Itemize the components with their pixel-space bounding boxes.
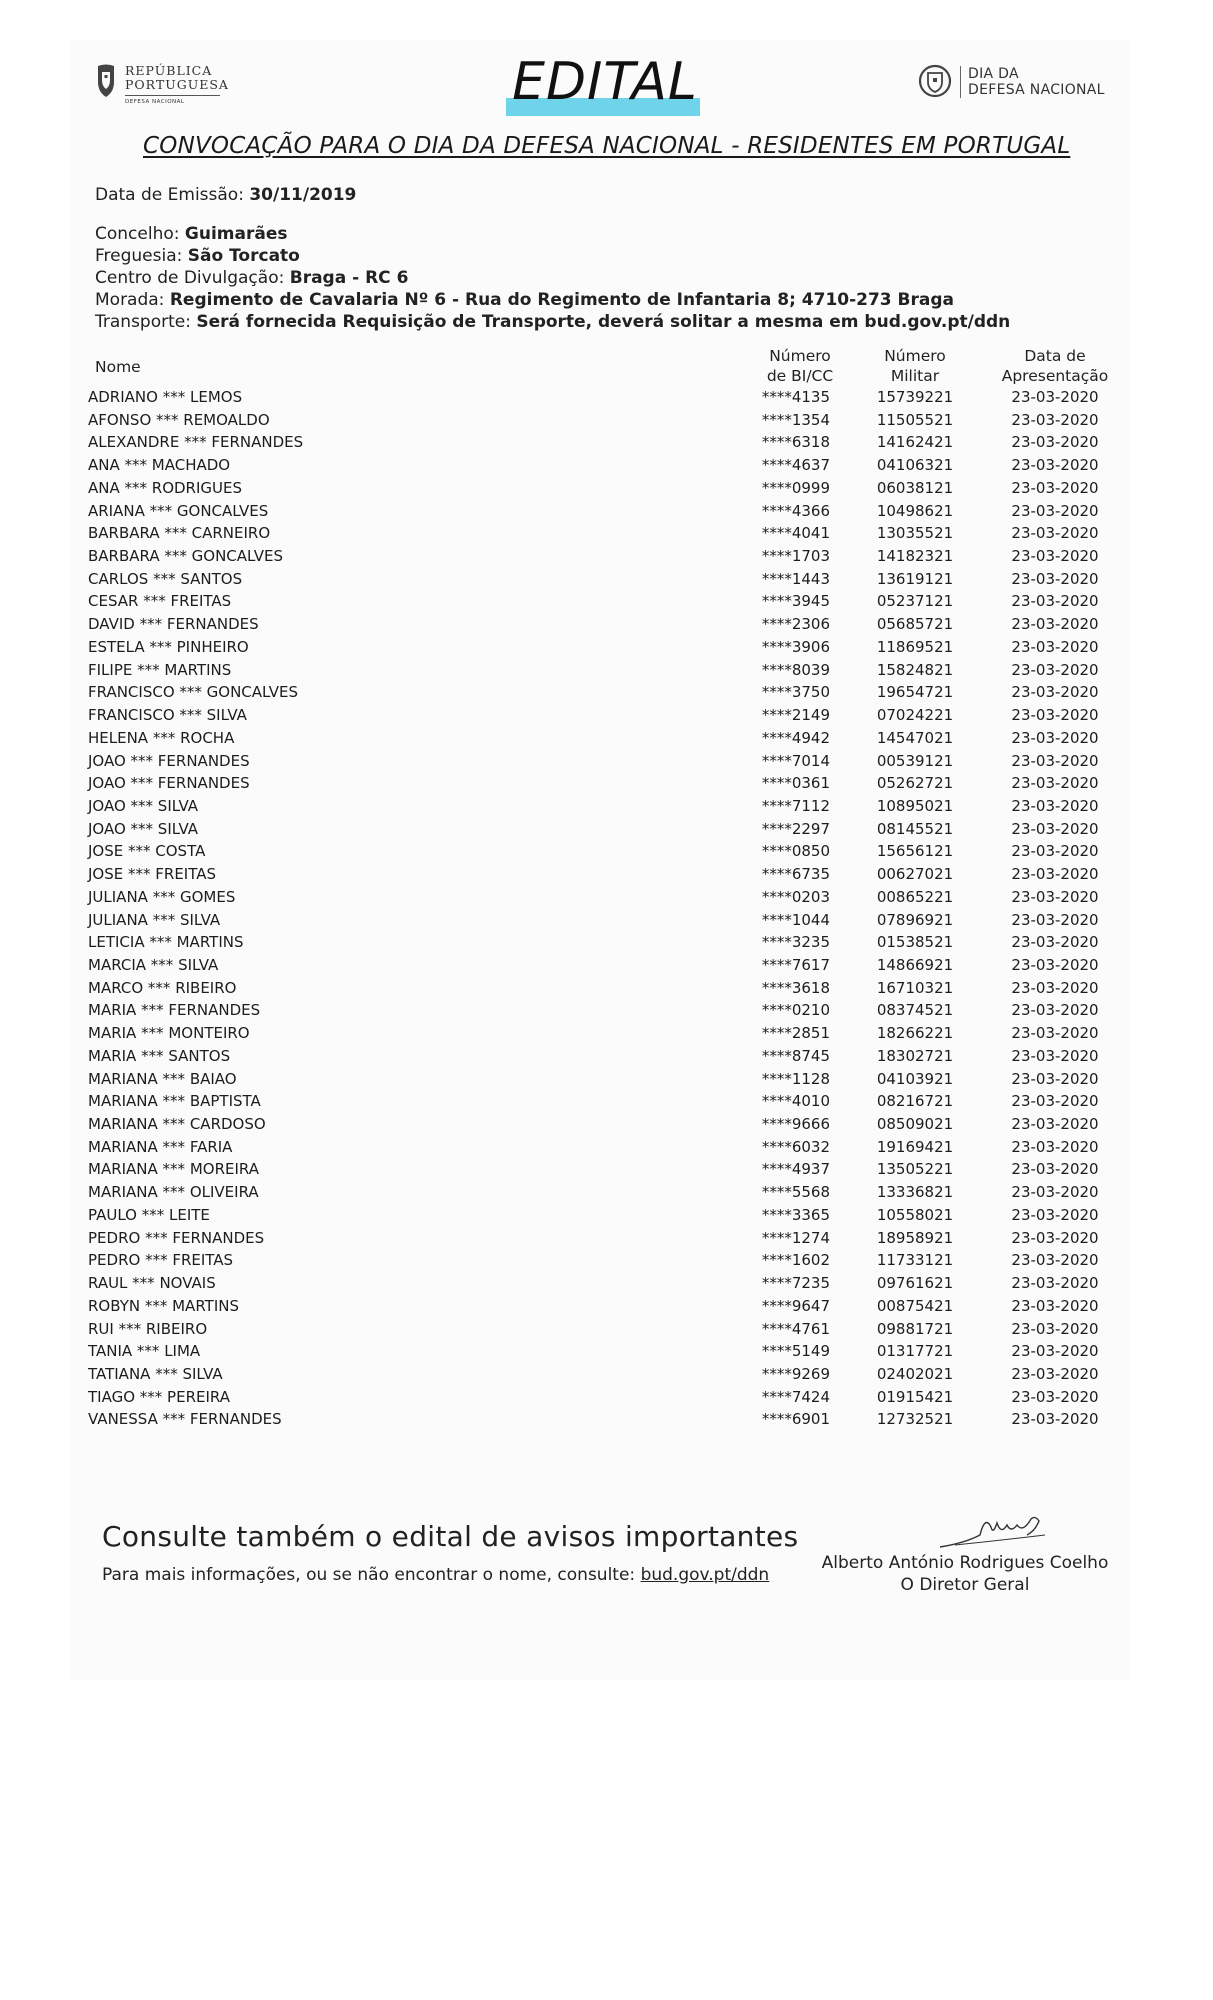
cell-date: 23-03-2020 xyxy=(1011,978,1099,997)
centro-label: Centro de Divulgação: xyxy=(95,268,285,288)
cell-bi-cc: ****1044 xyxy=(761,910,830,929)
cell-date: 23-03-2020 xyxy=(1011,569,1099,588)
cell-date: 23-03-2020 xyxy=(1011,774,1099,793)
cell-military-number: 15739221 xyxy=(876,388,954,406)
cell-military-number: 10558021 xyxy=(876,1205,954,1224)
cell-name: ARIANA *** GONCALVES xyxy=(88,501,269,520)
cell-military-number: 06038121 xyxy=(876,478,954,497)
cell-military-number: 15656121 xyxy=(876,842,954,861)
logo-line-1: REPÚBLICA xyxy=(125,63,213,78)
cell-name: FRANCISCO *** GONCALVES xyxy=(88,683,299,702)
cell-bi-cc: ****6318 xyxy=(761,433,830,452)
cell-military-number: 19169421 xyxy=(876,1137,954,1156)
logo-right-line-2: DEFESA NACIONAL xyxy=(968,82,1105,98)
cell-name: MARCIA *** SILVA xyxy=(88,956,219,974)
cell-date: 23-03-2020 xyxy=(1011,456,1099,475)
cell-name: MARIANA *** MOREIRA xyxy=(88,1160,259,1179)
header-bi-line-2: de BI/CC xyxy=(766,367,834,385)
header-military-line-1: Número xyxy=(884,347,946,365)
morada-label: Morada: xyxy=(95,290,165,310)
cell-military-number: 13336821 xyxy=(876,1183,954,1202)
cell-military-number: 10895021 xyxy=(876,796,954,815)
cell-name: MARIANA *** CARDOSO xyxy=(88,1115,266,1134)
cell-date: 23-03-2020 xyxy=(1011,1387,1099,1406)
cell-bi-cc: ****9666 xyxy=(761,1115,830,1134)
cell-name: ANA *** RODRIGUES xyxy=(88,478,243,497)
freguesia-value: São Torcato xyxy=(187,246,300,266)
cell-military-number: 08509021 xyxy=(876,1115,954,1134)
cell-bi-cc: ****6735 xyxy=(761,865,830,884)
cell-bi-cc: ****9647 xyxy=(761,1296,830,1315)
cell-bi-cc: ****2306 xyxy=(761,615,830,634)
cell-date: 23-03-2020 xyxy=(1011,1160,1099,1179)
cell-name: PEDRO *** FERNANDES xyxy=(88,1228,265,1247)
cell-date: 23-03-2020 xyxy=(1011,1205,1099,1224)
cell-name: PEDRO *** FREITAS xyxy=(88,1251,234,1270)
cell-military-number: 11869521 xyxy=(876,637,954,656)
bud-link[interactable]: bud.gov.pt/ddn xyxy=(640,1565,770,1585)
cell-military-number: 09881721 xyxy=(876,1319,954,1338)
cell-bi-cc: ****7014 xyxy=(761,751,830,770)
logo-line-2: PORTUGUESA xyxy=(125,77,229,92)
cell-bi-cc: ****7424 xyxy=(761,1387,830,1406)
transporte xyxy=(95,312,1010,332)
cell-name: RAUL *** NOVAIS xyxy=(88,1274,216,1293)
cell-name: BARBARA *** GONCALVES xyxy=(88,547,283,566)
cell-date: 23-03-2020 xyxy=(1011,1410,1099,1429)
cell-military-number: 14162421 xyxy=(876,433,954,452)
header-military xyxy=(865,346,965,386)
cell-bi-cc: ****8745 xyxy=(761,1046,830,1065)
header-military-line-2: Militar xyxy=(890,367,940,385)
cell-name: HELENA *** ROCHA xyxy=(88,728,235,747)
cell-military-number: 13505221 xyxy=(876,1160,954,1179)
cell-bi-cc: ****4010 xyxy=(761,1092,830,1111)
cell-military-number: 02402021 xyxy=(876,1364,954,1383)
cell-bi-cc: ****0210 xyxy=(761,1001,830,1020)
cell-bi-cc: ****1602 xyxy=(761,1251,830,1270)
morada xyxy=(95,290,954,310)
cell-date: 23-03-2020 xyxy=(1011,1296,1099,1315)
cell-name: ALEXANDRE *** FERNANDES xyxy=(88,433,304,452)
cell-date: 23-03-2020 xyxy=(1011,1046,1099,1065)
seal-icon xyxy=(918,64,952,98)
cell-bi-cc: ****0361 xyxy=(761,774,830,793)
cell-military-number: 14866921 xyxy=(876,956,954,974)
cell-name: MARIA *** MONTEIRO xyxy=(88,1024,250,1043)
cell-bi-cc: ****9269 xyxy=(761,1364,830,1383)
cell-name: AFONSO *** REMOALDO xyxy=(88,410,270,429)
cell-name: TATIANA *** SILVA xyxy=(88,1364,223,1383)
cell-date: 23-03-2020 xyxy=(1011,1228,1099,1247)
logo-line-3: DEFESA NACIONAL xyxy=(125,99,185,105)
cell-name: ADRIANO *** LEMOS xyxy=(88,388,243,406)
cell-bi-cc: ****3906 xyxy=(761,637,830,656)
cell-military-number: 18266221 xyxy=(876,1024,954,1043)
cell-name: CARLOS *** SANTOS xyxy=(88,569,243,588)
cell-name: JOAO *** SILVA xyxy=(88,796,199,815)
header-bi xyxy=(750,346,850,386)
centro-divulgacao xyxy=(95,268,408,288)
cell-bi-cc: ****1128 xyxy=(761,1069,830,1088)
cell-date: 23-03-2020 xyxy=(1011,1274,1099,1293)
cell-military-number: 04106321 xyxy=(876,456,954,475)
cell-date: 23-03-2020 xyxy=(1011,842,1099,861)
emission-label: Data de Emissão: xyxy=(95,185,244,205)
header-bi-line-1: Número xyxy=(769,347,831,365)
cell-date: 23-03-2020 xyxy=(1011,592,1099,611)
cell-military-number: 04103921 xyxy=(876,1069,954,1088)
cell-date: 23-03-2020 xyxy=(1011,683,1099,702)
cell-bi-cc: ****6032 xyxy=(761,1137,830,1156)
cell-date: 23-03-2020 xyxy=(1011,887,1099,906)
cell-military-number: 13619121 xyxy=(876,569,954,588)
cell-bi-cc: ****0850 xyxy=(761,842,830,861)
cell-military-number: 14547021 xyxy=(876,728,954,747)
cell-date: 23-03-2020 xyxy=(1011,1183,1099,1202)
document-subtitle: CONVOCAÇÃO PARA O DIA DA DEFESA NACIONAL - RESIDENTES EM PORTUGAL xyxy=(143,133,1071,159)
cell-military-number: 19654721 xyxy=(876,683,954,702)
cell-military-number: 01915421 xyxy=(876,1387,954,1406)
cell-bi-cc: ****0999 xyxy=(761,478,830,497)
cell-military-number: 16710321 xyxy=(876,978,954,997)
cell-bi-cc: ****4942 xyxy=(761,728,830,747)
cell-bi-cc: ****6901 xyxy=(761,1410,830,1429)
cell-military-number: 18302721 xyxy=(876,1046,954,1065)
cell-date: 23-03-2020 xyxy=(1011,1092,1099,1111)
cell-military-number: 00865221 xyxy=(876,887,954,906)
cell-bi-cc: ****4041 xyxy=(761,524,830,543)
cell-date: 23-03-2020 xyxy=(1011,501,1099,520)
cell-military-number: 00875421 xyxy=(876,1296,954,1315)
cell-military-number: 05262721 xyxy=(876,774,954,793)
cell-name: FRANCISCO *** SILVA xyxy=(88,706,247,725)
cell-bi-cc: ****5149 xyxy=(761,1342,830,1361)
cell-date: 23-03-2020 xyxy=(1011,1319,1099,1338)
cell-date: 23-03-2020 xyxy=(1011,524,1099,543)
cell-date: 23-03-2020 xyxy=(1011,637,1099,656)
cell-name: ESTELA *** PINHEIRO xyxy=(88,637,249,656)
cell-bi-cc: ****3945 xyxy=(761,592,830,611)
coat-of-arms-icon xyxy=(95,64,117,98)
cell-bi-cc: ****1354 xyxy=(761,410,830,429)
logo-divider xyxy=(125,95,220,96)
cell-bi-cc: ****2851 xyxy=(761,1024,830,1043)
cell-name: JOSE *** FREITAS xyxy=(88,865,216,884)
cell-military-number: 07896921 xyxy=(876,910,954,929)
cell-date: 23-03-2020 xyxy=(1011,728,1099,747)
cell-military-number: 12732521 xyxy=(876,1410,954,1429)
cell-bi-cc: ****4937 xyxy=(761,1160,830,1179)
cell-date: 23-03-2020 xyxy=(1011,547,1099,566)
cell-military-number: 01317721 xyxy=(876,1342,954,1361)
cell-military-number: 18958921 xyxy=(876,1228,954,1247)
cell-date: 23-03-2020 xyxy=(1011,865,1099,884)
cell-bi-cc: ****4761 xyxy=(761,1319,830,1338)
cell-military-number: 13035521 xyxy=(876,524,954,543)
cell-bi-cc: ****4366 xyxy=(761,501,830,520)
cell-date: 23-03-2020 xyxy=(1011,751,1099,770)
signer-role: O Diretor Geral xyxy=(900,1575,1030,1595)
cell-name: CESAR *** FREITAS xyxy=(88,592,232,611)
cell-name: JOAO *** FERNANDES xyxy=(88,751,250,770)
cell-date: 23-03-2020 xyxy=(1011,615,1099,634)
cell-bi-cc: ****2297 xyxy=(761,819,830,838)
cell-date: 23-03-2020 xyxy=(1011,1137,1099,1156)
cell-name: VANESSA *** FERNANDES xyxy=(88,1410,282,1429)
cell-date: 23-03-2020 xyxy=(1011,1001,1099,1020)
concelho xyxy=(95,224,287,244)
cell-date: 23-03-2020 xyxy=(1011,1069,1099,1088)
cell-name: TANIA *** LIMA xyxy=(88,1342,201,1361)
cell-military-number: 00627021 xyxy=(876,865,954,884)
dia-defesa-nacional-logo xyxy=(918,64,1128,104)
cell-date: 23-03-2020 xyxy=(1011,796,1099,815)
cell-military-number: 00539121 xyxy=(876,751,954,770)
freguesia-label: Freguesia: xyxy=(95,246,183,266)
cell-date: 23-03-2020 xyxy=(1011,660,1099,679)
cell-name: JULIANA *** GOMES xyxy=(88,887,236,906)
header-date xyxy=(990,346,1120,386)
consult-notice: Consulte também o edital de avisos importantes xyxy=(102,1520,799,1553)
cell-name: ANA *** MACHADO xyxy=(88,456,231,475)
cell-name: MARIANA *** BAIAO xyxy=(88,1069,237,1088)
cell-date: 23-03-2020 xyxy=(1011,388,1099,406)
transporte-value: Será fornecida Requisição de Transporte, deverá solitar a mesma em bud.gov.pt/ddn xyxy=(196,312,1011,332)
cell-military-number: 11733121 xyxy=(876,1251,954,1270)
page-title: EDITAL xyxy=(512,52,698,112)
centro-value: Braga - RC 6 xyxy=(289,268,409,288)
cell-name: JOAO *** FERNANDES xyxy=(88,774,250,793)
cell-name: TIAGO *** PEREIRA xyxy=(88,1387,230,1406)
header-name: Nome xyxy=(95,358,141,376)
logo-separator xyxy=(960,66,961,98)
cell-name: ROBYN *** MARTINS xyxy=(88,1296,239,1315)
cell-military-number: 08374521 xyxy=(876,1001,954,1020)
cell-bi-cc: ****0203 xyxy=(761,887,830,906)
cell-bi-cc: ****4135 xyxy=(761,388,830,406)
cell-date: 23-03-2020 xyxy=(1011,956,1099,974)
cell-date: 23-03-2020 xyxy=(1011,1024,1099,1043)
cell-name: BARBARA *** CARNEIRO xyxy=(88,524,271,543)
cell-military-number: 15824821 xyxy=(876,660,954,679)
cell-date: 23-03-2020 xyxy=(1011,933,1099,952)
cell-bi-cc: ****7617 xyxy=(761,956,830,974)
cell-date: 23-03-2020 xyxy=(1011,478,1099,497)
more-info xyxy=(102,1565,769,1585)
cell-date: 23-03-2020 xyxy=(1011,433,1099,452)
cell-name: PAULO *** LEITE xyxy=(88,1205,210,1224)
cell-name: MARIANA *** BAPTISTA xyxy=(88,1092,261,1111)
cell-bi-cc: ****8039 xyxy=(761,660,830,679)
cell-name: MARIA *** SANTOS xyxy=(88,1046,231,1065)
cell-military-number: 05685721 xyxy=(876,615,954,634)
cell-date: 23-03-2020 xyxy=(1011,706,1099,725)
logo-right-line-1: DIA DA xyxy=(968,66,1019,82)
cell-name: MARIANA *** FARIA xyxy=(88,1137,233,1156)
cell-name: RUI *** RIBEIRO xyxy=(88,1319,208,1338)
cell-date: 23-03-2020 xyxy=(1011,910,1099,929)
cell-bi-cc: ****1703 xyxy=(761,547,830,566)
cell-name: FILIPE *** MARTINS xyxy=(88,660,232,679)
morada-value: Regimento de Cavalaria Nº 6 - Rua do Regimento de Infantaria 8; 4710-273 Braga xyxy=(169,290,955,310)
cell-bi-cc: ****3618 xyxy=(761,978,830,997)
cell-bi-cc: ****3235 xyxy=(761,933,830,952)
cell-military-number: 10498621 xyxy=(876,501,954,520)
header-date-line-1: Data de xyxy=(1024,347,1086,365)
cell-date: 23-03-2020 xyxy=(1011,1342,1099,1361)
cell-bi-cc: ****3750 xyxy=(761,683,830,702)
cell-bi-cc: ****7112 xyxy=(761,796,830,815)
emission-value: 30/11/2019 xyxy=(249,185,357,205)
cell-name: JOSE *** COSTA xyxy=(88,842,206,861)
concelho-label: Concelho: xyxy=(95,224,180,244)
cell-bi-cc: ****2149 xyxy=(761,706,830,725)
signature-mark xyxy=(935,1505,1055,1555)
cell-bi-cc: ****7235 xyxy=(761,1274,830,1293)
cell-military-number: 01538521 xyxy=(876,933,954,952)
more-info-text: Para mais informações, ou se não encontrar o nome, consulte: xyxy=(102,1565,636,1585)
cell-bi-cc: ****5568 xyxy=(761,1183,830,1202)
cell-name: JOAO *** SILVA xyxy=(88,819,199,838)
cell-name: MARIANA *** OLIVEIRA xyxy=(88,1183,259,1202)
cell-military-number: 11505521 xyxy=(876,410,954,429)
cell-date: 23-03-2020 xyxy=(1011,410,1099,429)
emission-date xyxy=(95,185,356,205)
cell-date: 23-03-2020 xyxy=(1011,1251,1099,1270)
header-date-line-2: Apresentação xyxy=(1001,367,1109,385)
cell-bi-cc: ****1274 xyxy=(761,1228,830,1247)
cell-bi-cc: ****1443 xyxy=(761,569,830,588)
cell-bi-cc: ****4637 xyxy=(761,456,830,475)
cell-name: DAVID *** FERNANDES xyxy=(88,615,259,634)
cell-name: MARCO *** RIBEIRO xyxy=(88,978,237,997)
cell-date: 23-03-2020 xyxy=(1011,1364,1099,1383)
cell-bi-cc: ****3365 xyxy=(761,1205,830,1224)
cell-name: LETICIA *** MARTINS xyxy=(88,933,244,952)
cell-name: MARIA *** FERNANDES xyxy=(88,1001,261,1020)
cell-military-number: 08145521 xyxy=(876,819,954,838)
republica-portuguesa-logo xyxy=(95,62,235,114)
cell-military-number: 08216721 xyxy=(876,1092,954,1111)
cell-military-number: 14182321 xyxy=(876,547,954,566)
freguesia xyxy=(95,246,300,266)
signer-name: Alberto António Rodrigues Coelho xyxy=(821,1553,1109,1573)
concelho-value: Guimarães xyxy=(184,224,288,244)
cell-date: 23-03-2020 xyxy=(1011,819,1099,838)
cell-date: 23-03-2020 xyxy=(1011,1115,1099,1134)
cell-name: JULIANA *** SILVA xyxy=(88,910,221,929)
title-block xyxy=(500,52,710,124)
cell-military-number: 07024221 xyxy=(876,706,954,725)
cell-military-number: 05237121 xyxy=(876,592,954,611)
cell-military-number: 09761621 xyxy=(876,1274,954,1293)
transporte-label: Transporte: xyxy=(95,312,191,332)
